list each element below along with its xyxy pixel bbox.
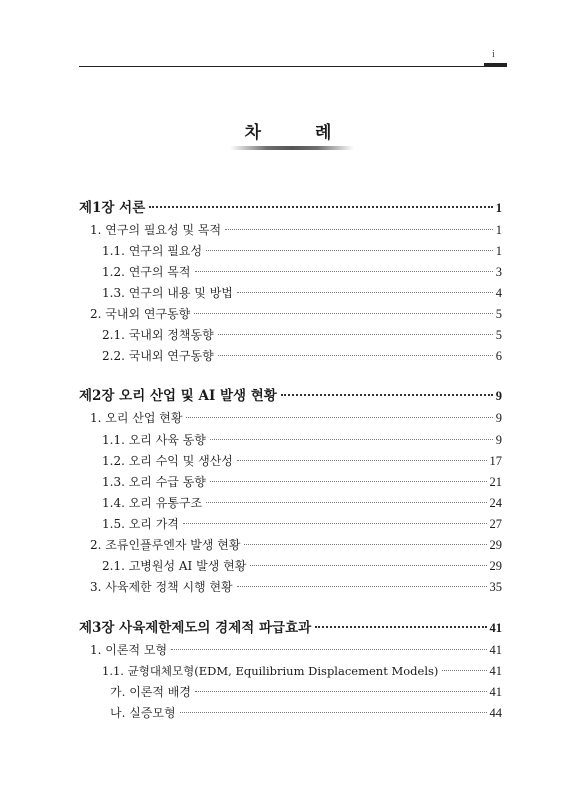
toc-entry-subsection[interactable] [102,556,502,576]
toc-entry-chapter-2[interactable] [79,386,502,406]
toc-entry-page: 29 [489,559,502,573]
toc-title: 차 례 [244,123,356,143]
toc-entry-label: 1.3. 오리 수급 동향 [102,475,206,489]
header-rule [79,66,507,67]
toc-entry-page: 1 [495,201,502,215]
toc-entry-page: 4 [495,286,502,300]
header-rule-mark [484,63,507,66]
toc-entry-page: 1 [495,244,502,258]
toc-entry-subsection[interactable] [102,346,502,366]
toc-entry-label: 1.1. 연구의 필요성 [102,244,203,258]
toc-entry-page: 21 [489,475,502,489]
toc-entry-page: 41 [489,664,502,678]
toc-entry-label: 2. 국내외 연구동향 [90,307,191,321]
toc-entry-subsection[interactable] [102,430,502,450]
toc-entry-section[interactable] [90,408,502,428]
toc-entry-label: 2.2. 국내외 연구동향 [102,349,214,363]
toc-entry-subsection[interactable] [102,472,502,492]
dot-leader [225,229,493,230]
dot-leader [315,626,486,628]
dot-leader [250,565,486,566]
toc-entry-page: 1 [495,223,502,237]
toc-entry-page: 5 [495,328,502,342]
toc-entry-label: 2.1. 국내외 정책동향 [102,328,214,342]
dot-leader [210,481,487,482]
dot-leader [149,206,492,208]
toc-entry-subsection[interactable] [102,451,502,471]
toc-entry-page: 9 [495,389,502,403]
dot-leader [442,670,486,671]
toc-entry-label: 2.1. 고병원성 AI 발생 현황 [102,559,247,573]
toc-entry-page: 29 [489,538,502,552]
dot-leader [237,460,487,461]
dot-leader [206,502,486,503]
toc-entry-label: 1. 오리 산업 현황 [90,411,183,425]
toc-entry-subsection[interactable] [102,493,502,513]
title-underline [230,146,354,150]
toc-entry-label: 가. 이론적 배경 [110,685,191,699]
dot-leader [218,334,493,335]
dot-leader [237,292,493,293]
toc-entry-page: 35 [489,580,502,594]
toc-entry-label: 1.2. 오리 수익 및 생산성 [102,454,233,468]
dot-leader [183,523,487,524]
toc-entry-chapter-1[interactable] [79,198,502,218]
toc-entry-section[interactable] [90,220,502,240]
toc-entry-subsection[interactable] [102,262,502,282]
toc-entry-page: 41 [489,621,502,635]
dot-leader [210,439,493,440]
toc-entry-label: 1.4. 오리 유통구조 [102,496,203,510]
toc-entry-label: 1.2. 연구의 목적 [102,265,191,279]
toc-entry-page: 17 [489,454,502,468]
toc-entry-label: 1.5. 오리 가격 [102,517,179,531]
toc-entry-subsection[interactable] [102,514,502,534]
dot-leader [180,712,487,713]
toc-entry-label: 3. 사육제한 정책 시행 현황 [90,580,233,594]
dot-leader [218,355,493,356]
toc-entry-item[interactable] [110,703,502,723]
toc-entry-page: 9 [495,433,502,447]
page-number: i [492,49,495,60]
toc-entry-page: 6 [495,349,502,363]
dot-leader [194,313,493,314]
toc-entry-page: 44 [489,706,502,720]
toc-entry-section[interactable] [90,304,502,324]
toc-entry-label: 1. 이론적 모형 [90,643,168,657]
toc-entry-label: 1. 연구의 필요성 및 목적 [90,223,222,237]
toc-entry-page: 5 [495,307,502,321]
toc-entry-page: 9 [495,411,502,425]
dot-leader [237,586,487,587]
toc-entry-label: 2. 조류인플루엔자 발생 현황 [90,538,241,552]
toc-entry-section[interactable] [90,640,502,660]
toc-entry-subsection[interactable] [102,325,502,345]
toc-entry-page: 41 [489,685,502,699]
toc-entry-section[interactable] [90,535,502,555]
toc-entry-label: 1.3. 연구의 내용 및 방법 [102,286,233,300]
toc-entry-label: 나. 실증모형 [110,706,176,720]
toc-entry-label: 제2장 오리 산업 및 AI 발생 현황 [79,388,277,404]
dot-leader [195,691,487,692]
toc-entry-page: 41 [489,643,502,657]
dot-leader [186,417,492,418]
toc-entry-label: 제1장 서론 [79,200,146,216]
toc-entry-item[interactable] [110,682,502,702]
dot-leader [244,544,486,545]
toc-entry-page: 3 [495,265,502,279]
dot-leader [206,250,493,251]
dot-leader [171,649,486,650]
toc-entry-subsection[interactable] [102,241,502,261]
toc-entry-page: 24 [489,496,502,510]
toc-entry-page: 27 [489,517,502,531]
dot-leader [195,271,493,272]
dot-leader [281,394,493,396]
toc-entry-label: 1.1. 오리 사육 동향 [102,433,206,447]
toc-entry-label: 1.1. 균형대체모형(EDM, Equilibrium Displacement Models) [102,664,439,678]
toc-entry-subsection[interactable] [102,283,502,303]
toc-entry-section[interactable] [90,577,502,597]
toc-entry-chapter-3[interactable] [79,618,502,638]
toc-entry-label: 제3장 사육제한제도의 경제적 파급효과 [79,620,312,636]
toc-entry-subsection[interactable] [102,661,502,681]
